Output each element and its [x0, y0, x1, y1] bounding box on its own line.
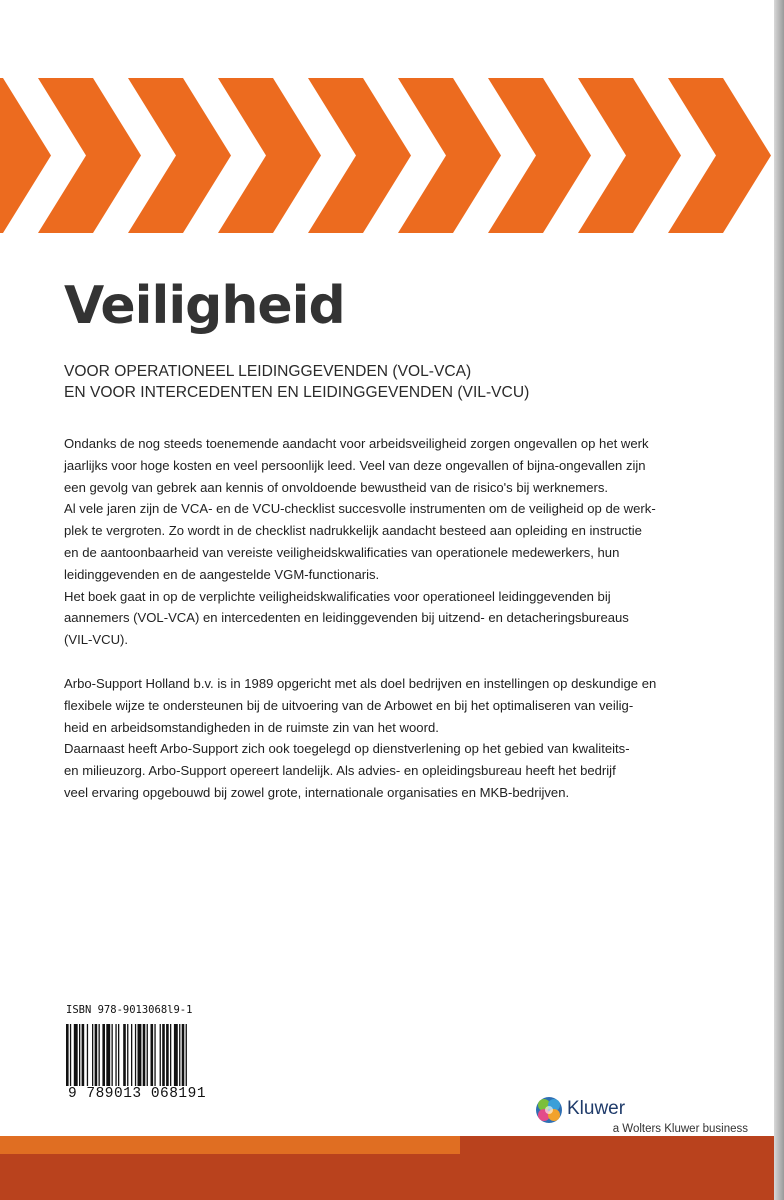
barcode-bar [143, 1024, 146, 1086]
barcode-bar [70, 1024, 71, 1086]
publisher-name: Kluwer [567, 1098, 626, 1119]
barcode-bar [118, 1024, 119, 1086]
barcode-bar [186, 1024, 187, 1086]
barcode-bar [106, 1024, 110, 1086]
blurb-line: en milieuzorg. Arbo-Support opereert landelijk. Als advies- en opleidingsbureau heeft het bedrijf [64, 763, 616, 779]
blurb-line: een gevolg van gebrek aan kennis of onvoldoende bewustheid van de risico's bij werknemers. [64, 479, 609, 495]
blurb-line: en de aantoonbaarheid van vereiste veiligheidskwalificaties van operationele medewerkers, hun [64, 544, 620, 560]
subtitle-line: VOOR OPERATIONEEL LEIDINGGEVENDEN (VOL-VCA) [64, 363, 472, 380]
chevron-shape [398, 78, 501, 233]
blurb-line: Arbo-Support Holland b.v. is in 1989 opgericht met als doel bedrijven en instellingen op deskundige en [64, 675, 657, 691]
barcode-bar [87, 1024, 88, 1086]
subtitle-line: EN VOOR INTERCEDENTEN EN LEIDINGGEVENDEN (VIL-VCU) [64, 384, 530, 401]
barcode-bar [162, 1024, 165, 1086]
paragraph-gap [64, 651, 754, 673]
blurb-line: jaarlijks voor hoge kosten en veel persoonlijk leed. Veel van deze ongevallen of bijna-ongevallen zijn [64, 457, 646, 473]
chevron-shape [128, 78, 231, 233]
barcode-bar [112, 1024, 113, 1086]
chevron-shape [488, 78, 591, 233]
chevron-shape [308, 78, 411, 233]
blurb-line: (VIL-VCU). [64, 632, 129, 648]
barcode-bar [66, 1024, 69, 1086]
isbn-label: ISBN 978-9013068l9-1 [66, 1004, 193, 1016]
chevron-banner [0, 78, 784, 233]
barcode-bar [74, 1024, 78, 1086]
barcode-bar [151, 1024, 154, 1086]
barcode-bar [99, 1024, 100, 1086]
book-spine-edge [774, 0, 784, 1200]
barcode-bar [174, 1024, 178, 1086]
publisher-logo [533, 1094, 753, 1134]
barcode-bar [135, 1024, 136, 1086]
blurb-line: heid en arbeidsomstandigheden in de ruimste zin van het woord. [64, 719, 439, 735]
barcode-digits: 9 789013 068191 [68, 1086, 207, 1102]
barcode-bar [154, 1024, 155, 1086]
barcode-bar [79, 1024, 80, 1086]
barcode-bar [123, 1024, 126, 1086]
blurb-line: Het boek gaat in op de verplichte veiligheidskwalificaties voor operationeel leidinggevenden bij [64, 588, 611, 604]
chevron-shape [578, 78, 681, 233]
publisher-tagline: a Wolters Kluwer business [612, 1123, 748, 1135]
blurb-line: Daarnaast heeft Arbo-Support zich ook toegelegd op dienstverlening op het gebied van kwaliteits- [64, 741, 630, 757]
blurb-paragraph-1 [64, 433, 754, 651]
blurb-line: flexibele wijze te ondersteunen bij de uitvoering van de Arbowet en bij het optimaliseren van veilig- [64, 697, 634, 713]
book-subtitle [64, 361, 744, 403]
kluwer-globe-icon [533, 1094, 565, 1126]
chevron-shape [668, 78, 771, 233]
barcode-bar [82, 1024, 85, 1086]
barcode-bar [179, 1024, 180, 1086]
chevron-shape [38, 78, 141, 233]
barcode-bar [160, 1024, 161, 1086]
blurb-line: veel ervaring opgebouwd bij zowel grote, internationale organisaties en MKB-bedrijven. [64, 784, 570, 800]
barcode-bar [95, 1024, 98, 1086]
barcode-bar [182, 1024, 185, 1086]
blurb-line: Ondanks de nog steeds toenemende aandacht voor arbeidsveiligheid zorgen ongevallen op het werk [64, 436, 649, 451]
barcode-bar [170, 1024, 171, 1086]
barcode-bar [127, 1024, 128, 1086]
barcode-bar [102, 1024, 105, 1086]
blurb-line: leidinggevenden en de aangestelde VGM-functionaris. [64, 566, 380, 582]
barcode-bar [131, 1024, 132, 1086]
blurb-paragraph-2 [64, 673, 754, 804]
barcode-bar [115, 1024, 116, 1086]
blurb-line: Al vele jaren zijn de VCA- en de VCU-checklist succesvolle instrumenten om de veiligheid op de werk- [64, 501, 656, 517]
book-title: Veiligheid [64, 276, 345, 336]
blurb-text [64, 433, 754, 804]
barcode-bar [92, 1024, 93, 1086]
footer-band-accent [0, 1136, 460, 1154]
barcode-bar [166, 1024, 169, 1086]
barcode-bar [147, 1024, 148, 1086]
barcode-bar [138, 1024, 142, 1086]
chevron-shape [0, 78, 51, 233]
blurb-line: aannemers (VOL-VCA) en intercedenten en leidinggevenden bij uitzend- en detacheringsbureaus [64, 610, 629, 626]
blurb-line: plek te vergroten. Zo wordt in de checklist nadrukkelijk aandacht besteed aan opleiding en instructie [64, 523, 642, 539]
chevron-shape [218, 78, 321, 233]
